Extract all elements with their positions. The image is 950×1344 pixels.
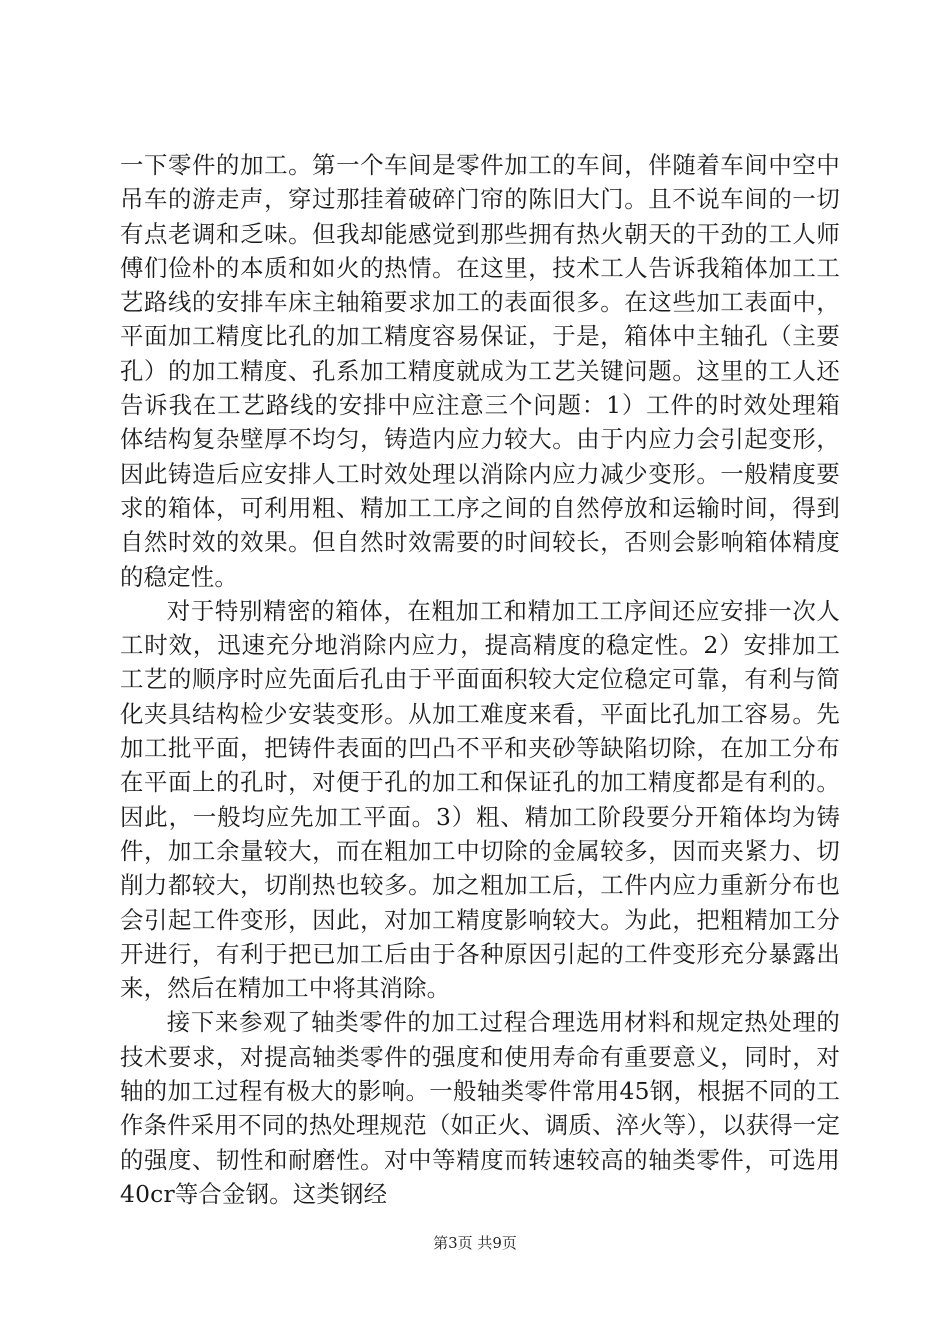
paragraph-1: 一下零件的加工。第一个车间是零件加工的车间，伴随着车间中空中吊车的游走声，穿过那挂着破碎门帘的陈旧大门。且不说车间的一切有点老调和乏味。但我却能感觉到那些拥有热火朝天的干劲的工人师傅们俭朴的本质和如火的热情。在这里，技术工人告诉我箱体加工工艺路线的安排车床主轴箱要求加工的表面很多。在这些加工表面中，平面加工精度比孔的加工精度容易保证，于是，箱体中主轴孔（主要孔）的加工精度、孔系加工精度就成为工艺关键问题。这里的工人还告诉我在工艺路线的安排中应注意三个问题：1）工件的时效处理箱体结构复杂壁厚不均匀，铸造内应力较大。由于内应力会引起变形，因此铸造后应安排人工时效处理以消除内应力减少变形。一般精度要求的箱体，可利用粗、精加工工序之间的自然停放和运输时间，得到自然时效的效果。但自然时效需要的时间较长，否则会影响箱体精度的稳定性。	[120, 151, 840, 591]
paragraph-2: 对于特别精密的箱体，在粗加工和精加工工序间还应安排一次人工时效，迅速充分地消除内应力，提高精度的稳定性。2）安排加工工艺的顺序时应先面后孔由于平面面积较大定位稳定可靠，有利与简化夹具结构检少安装变形。从加工难度来看，平面比孔加工容易。先加工批平面，把铸件表面的凹凸不平和夹砂等缺陷切除，在加工分布在平面上的孔时，对便于孔的加工和保证孔的加工精度都是有利的。因此，一般均应先加工平面。3）粗、精加工阶段要分开箱体均为铸件，加工余量较大，而在粗加工中切除的金属较多，因而夹紧力、切削力都较大，切削热也较多。加之粗加工后，工件内应力重新分布也会引起工件变形，因此，对加工精度影响较大。为此，把粗精加工分开进行，有利于把已加工后由于各种原因引起的工件变形充分暴露出来，然后在精加工中将其消除。	[120, 596, 840, 1003]
paragraph-3: 接下来参观了轴类零件的加工过程合理选用材料和规定热处理的技术要求，对提高轴类零件的强度和使用寿命有重要意义，同时，对轴的加工过程有极大的影响。一般轴类零件常用45钢，根据不同的工作条件采用不同的热处理规范（如正火、调质、淬火等），以获得一定的强度、韧性和耐磨性。对中等精度而转速较高的轴类零件，可选用40cr等合金钢。这类钢经	[120, 1008, 840, 1208]
page-number-footer: 第3页 共9页	[433, 1234, 517, 1252]
document-body	[120, 148, 840, 1211]
